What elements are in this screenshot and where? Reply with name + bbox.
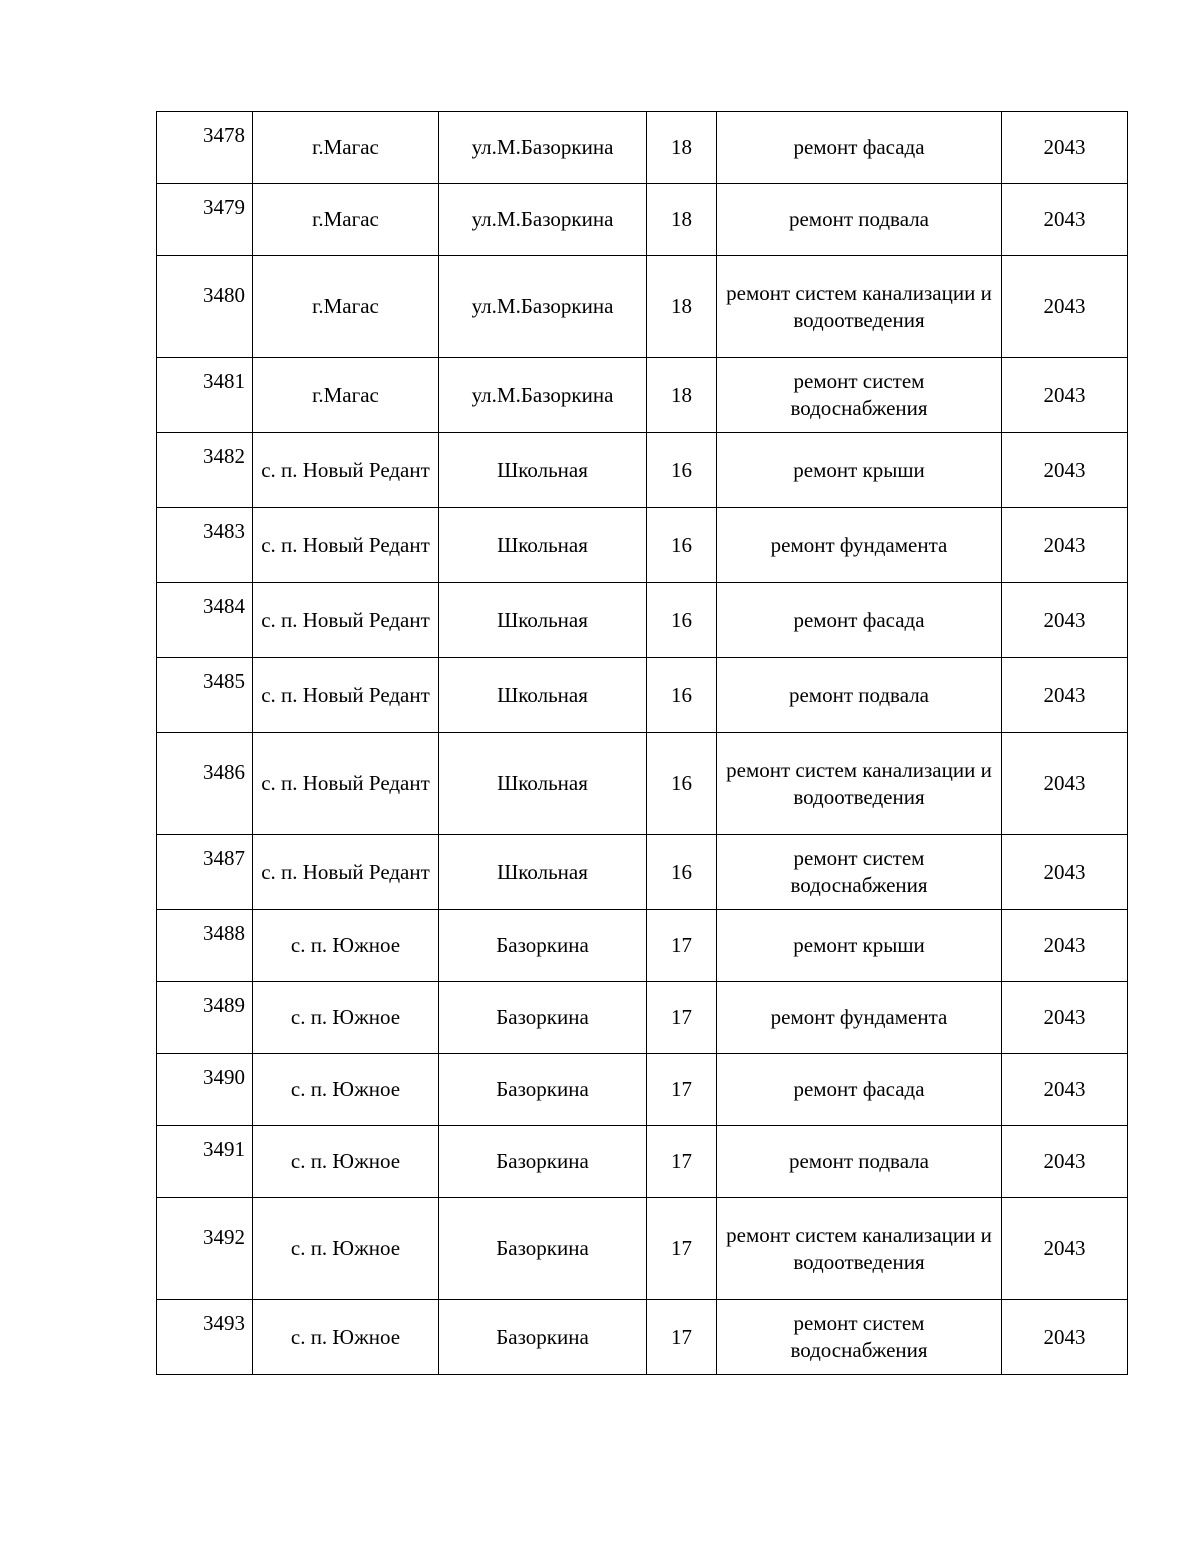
street-cell: ул.М.Базоркина — [439, 256, 647, 358]
house-cell: 16 — [647, 835, 717, 910]
table-row — [157, 835, 1128, 910]
street-cell: Школьная — [439, 733, 647, 835]
locality-cell: с. п. Новый Редант — [253, 835, 439, 910]
street-cell: Базоркина — [439, 1198, 647, 1300]
table-row — [157, 910, 1128, 982]
table-row — [157, 583, 1128, 658]
table-row — [157, 433, 1128, 508]
locality-cell: с. п. Южное — [253, 1198, 439, 1300]
street-cell: Школьная — [439, 433, 647, 508]
table-row — [157, 982, 1128, 1054]
work-type-cell: ремонт фундамента — [717, 982, 1002, 1054]
table-row — [157, 256, 1128, 358]
work-type-cell: ремонт систем канализации и водоотведения — [717, 256, 1002, 358]
locality-cell: с. п. Новый Редант — [253, 658, 439, 733]
street-cell: Школьная — [439, 508, 647, 583]
street-cell: Школьная — [439, 658, 647, 733]
row-number: 3482 — [157, 433, 253, 508]
table-row — [157, 112, 1128, 184]
locality-cell: г.Магас — [253, 256, 439, 358]
locality-cell: с. п. Новый Редант — [253, 583, 439, 658]
row-number: 3493 — [157, 1300, 253, 1375]
year-cell: 2043 — [1002, 1054, 1128, 1126]
work-type-cell: ремонт фундамента — [717, 508, 1002, 583]
year-cell: 2043 — [1002, 733, 1128, 835]
house-cell: 17 — [647, 1300, 717, 1375]
house-cell: 18 — [647, 358, 717, 433]
locality-cell: г.Магас — [253, 112, 439, 184]
row-number: 3486 — [157, 733, 253, 835]
locality-cell: с. п. Южное — [253, 982, 439, 1054]
year-cell: 2043 — [1002, 583, 1128, 658]
row-number: 3478 — [157, 112, 253, 184]
year-cell: 2043 — [1002, 1198, 1128, 1300]
work-type-cell: ремонт фасада — [717, 1054, 1002, 1126]
work-type-cell: ремонт подвала — [717, 1126, 1002, 1198]
house-cell: 16 — [647, 508, 717, 583]
work-type-cell: ремонт крыши — [717, 433, 1002, 508]
row-number: 3492 — [157, 1198, 253, 1300]
year-cell: 2043 — [1002, 982, 1128, 1054]
house-cell: 18 — [647, 112, 717, 184]
table-row — [157, 508, 1128, 583]
locality-cell: г.Магас — [253, 358, 439, 433]
work-type-cell: ремонт подвала — [717, 184, 1002, 256]
locality-cell: с. п. Новый Редант — [253, 733, 439, 835]
work-type-cell: ремонт крыши — [717, 910, 1002, 982]
house-cell: 16 — [647, 433, 717, 508]
table-row — [157, 358, 1128, 433]
house-cell: 16 — [647, 733, 717, 835]
locality-cell: с. п. Южное — [253, 1054, 439, 1126]
year-cell: 2043 — [1002, 433, 1128, 508]
street-cell: Базоркина — [439, 910, 647, 982]
work-type-cell: ремонт систем водоснабжения — [717, 358, 1002, 433]
table-row — [157, 184, 1128, 256]
street-cell: Базоркина — [439, 982, 647, 1054]
house-cell: 18 — [647, 184, 717, 256]
house-cell: 16 — [647, 658, 717, 733]
year-cell: 2043 — [1002, 508, 1128, 583]
work-type-cell: ремонт систем канализации и водоотведения — [717, 1198, 1002, 1300]
year-cell: 2043 — [1002, 256, 1128, 358]
locality-cell: с. п. Южное — [253, 1300, 439, 1375]
locality-cell: г.Магас — [253, 184, 439, 256]
year-cell: 2043 — [1002, 910, 1128, 982]
locality-cell: с. п. Южное — [253, 910, 439, 982]
street-cell: Школьная — [439, 583, 647, 658]
year-cell: 2043 — [1002, 184, 1128, 256]
work-type-cell: ремонт фасада — [717, 112, 1002, 184]
row-number: 3485 — [157, 658, 253, 733]
house-cell: 16 — [647, 583, 717, 658]
locality-cell: с. п. Новый Редант — [253, 508, 439, 583]
row-number: 3488 — [157, 910, 253, 982]
year-cell: 2043 — [1002, 835, 1128, 910]
row-number: 3481 — [157, 358, 253, 433]
row-number: 3490 — [157, 1054, 253, 1126]
house-cell: 18 — [647, 256, 717, 358]
street-cell: ул.М.Базоркина — [439, 358, 647, 433]
year-cell: 2043 — [1002, 112, 1128, 184]
house-cell: 17 — [647, 910, 717, 982]
street-cell: ул.М.Базоркина — [439, 112, 647, 184]
street-cell: Базоркина — [439, 1300, 647, 1375]
table-row — [157, 1126, 1128, 1198]
work-type-cell: ремонт систем водоснабжения — [717, 835, 1002, 910]
street-cell: ул.М.Базоркина — [439, 184, 647, 256]
row-number: 3487 — [157, 835, 253, 910]
work-type-cell: ремонт систем канализации и водоотведения — [717, 733, 1002, 835]
table-row — [157, 658, 1128, 733]
house-cell: 17 — [647, 982, 717, 1054]
locality-cell: с. п. Новый Редант — [253, 433, 439, 508]
year-cell: 2043 — [1002, 358, 1128, 433]
row-number: 3491 — [157, 1126, 253, 1198]
table-row — [157, 1054, 1128, 1126]
work-type-cell: ремонт подвала — [717, 658, 1002, 733]
table-row — [157, 1300, 1128, 1375]
house-cell: 17 — [647, 1198, 717, 1300]
repair-schedule-table — [156, 111, 1128, 1375]
street-cell: Базоркина — [439, 1126, 647, 1198]
work-type-cell: ремонт систем водоснабжения — [717, 1300, 1002, 1375]
table-row — [157, 733, 1128, 835]
street-cell: Базоркина — [439, 1054, 647, 1126]
table-row — [157, 1198, 1128, 1300]
locality-cell: с. п. Южное — [253, 1126, 439, 1198]
year-cell: 2043 — [1002, 1300, 1128, 1375]
year-cell: 2043 — [1002, 658, 1128, 733]
row-number: 3484 — [157, 583, 253, 658]
row-number: 3479 — [157, 184, 253, 256]
row-number: 3483 — [157, 508, 253, 583]
street-cell: Школьная — [439, 835, 647, 910]
work-type-cell: ремонт фасада — [717, 583, 1002, 658]
house-cell: 17 — [647, 1126, 717, 1198]
row-number: 3480 — [157, 256, 253, 358]
house-cell: 17 — [647, 1054, 717, 1126]
year-cell: 2043 — [1002, 1126, 1128, 1198]
row-number: 3489 — [157, 982, 253, 1054]
